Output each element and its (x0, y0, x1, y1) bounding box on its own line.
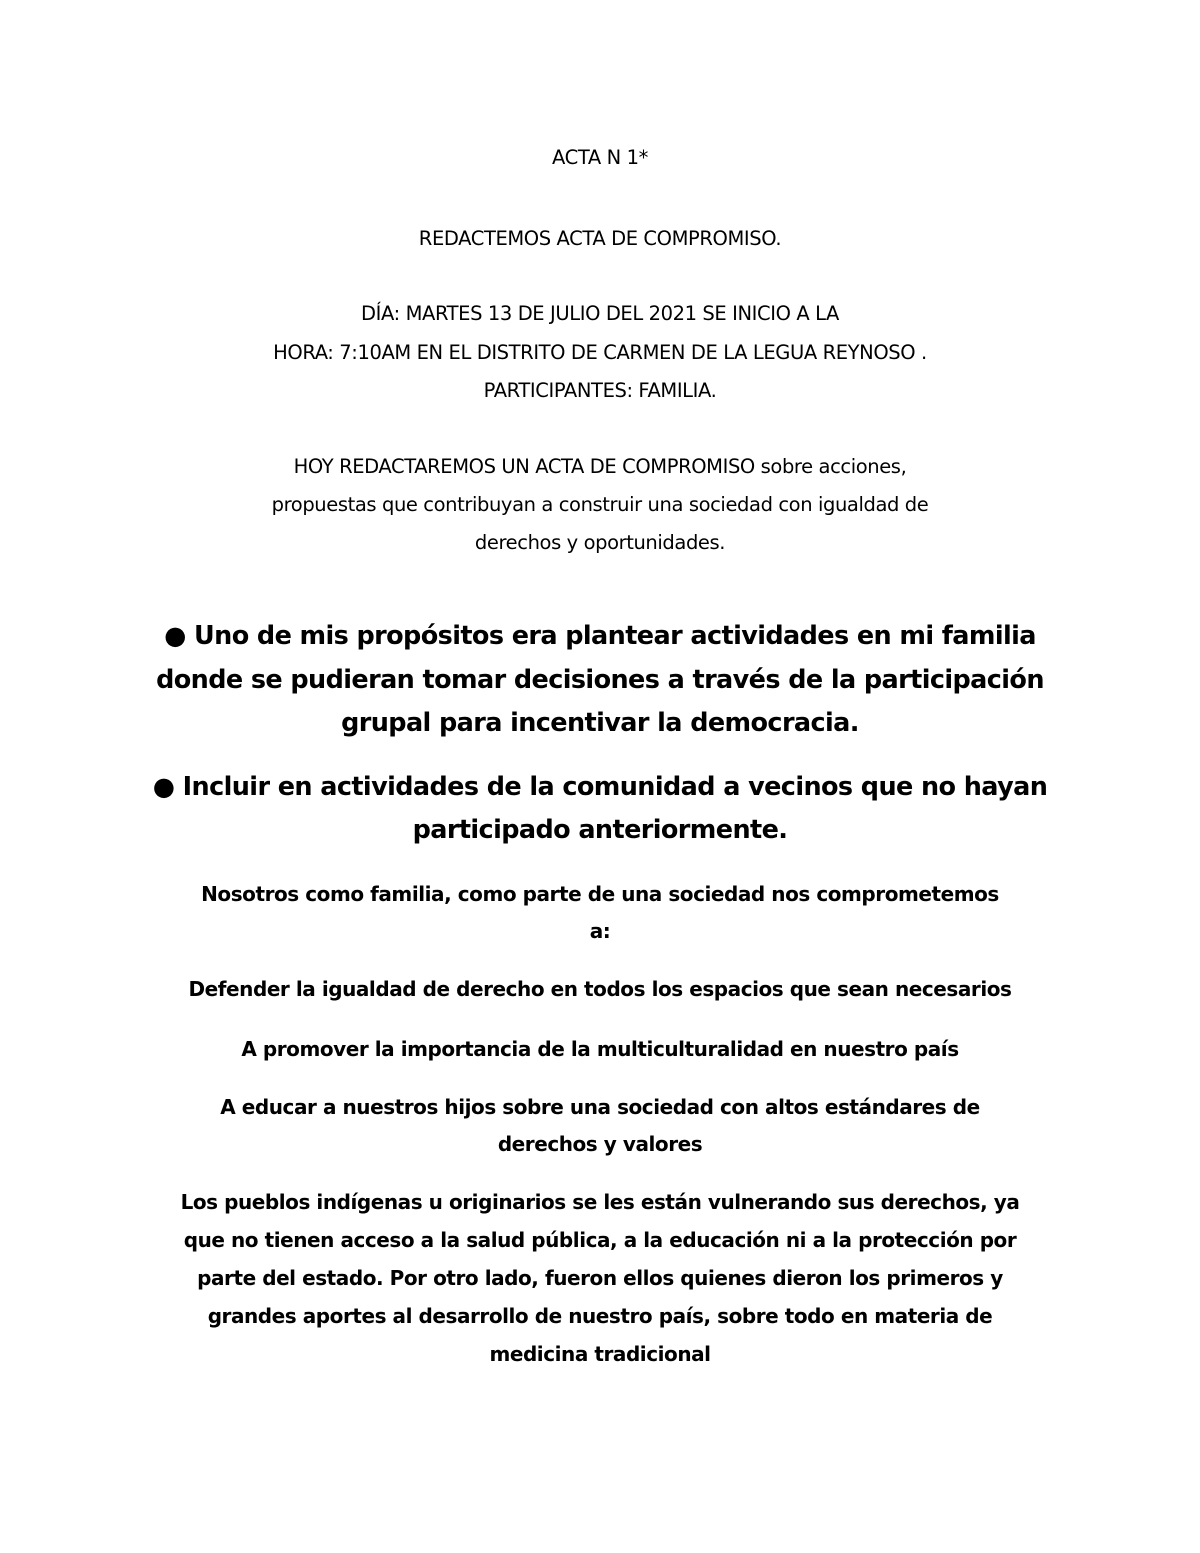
document-heading: REDACTEMOS ACTA DE COMPROMISO. (418, 227, 782, 250)
bullet-item-line: ● Uno de mis propósitos era plantear actividades en mi familia (164, 621, 1036, 651)
closing-line: medicina tradicional (489, 1342, 711, 1366)
document-title: ACTA N 1* (552, 146, 648, 169)
intro-line: propuestas que contribuyan a construir una sociedad con igualdad de (271, 493, 929, 516)
closing-line: Los pueblos indígenas u originarios se les están vulnerando sus derechos, ya (180, 1190, 1020, 1214)
commitment-intro-line: Nosotros como familia, como parte de una sociedad nos comprometemos (201, 882, 999, 906)
commitment-item: Defender la igualdad de derecho en todos los espacios que sean necesarios (188, 977, 1012, 1001)
bullet-item-line: participado anteriormente. (412, 815, 788, 845)
bullet-item-line: grupal para incentivar la democracia. (341, 708, 859, 738)
commitment-item: A educar a nuestros hijos sobre una sociedad con altos estándares de (220, 1095, 980, 1119)
commitment-item: A promover la importancia de la multiculturalidad en nuestro país (241, 1037, 959, 1061)
bullet-item-line: ● Incluir en actividades de la comunidad a vecinos que no hayan (152, 772, 1048, 802)
closing-line: grandes aportes al desarrollo de nuestro país, sobre todo en materia de (207, 1304, 993, 1328)
intro-line: HOY REDACTAREMOS UN ACTA DE COMPROMISO sobre acciones, (293, 455, 907, 478)
meta-date-line: DÍA: MARTES 13 DE JULIO DEL 2021 SE INICIO A LA (361, 302, 839, 325)
commitment-item-continued: derechos y valores (497, 1132, 703, 1156)
bullet-item-line: donde se pudieran tomar decisiones a través de la participación (156, 665, 1044, 695)
intro-line: derechos y oportunidades. (474, 531, 726, 554)
meta-time-location-line: HORA: 7:10AM EN EL DISTRITO DE CARMEN DE LA LEGUA REYNOSO . (273, 341, 927, 364)
closing-line: que no tienen acceso a la salud pública, a la educación ni a la protección por (183, 1228, 1017, 1252)
meta-participants-line: PARTICIPANTES: FAMILIA. (483, 379, 717, 402)
closing-line: parte del estado. Por otro lado, fueron ellos quienes dieron los primeros y (197, 1266, 1003, 1290)
commitment-intro-line: a: (589, 919, 611, 943)
